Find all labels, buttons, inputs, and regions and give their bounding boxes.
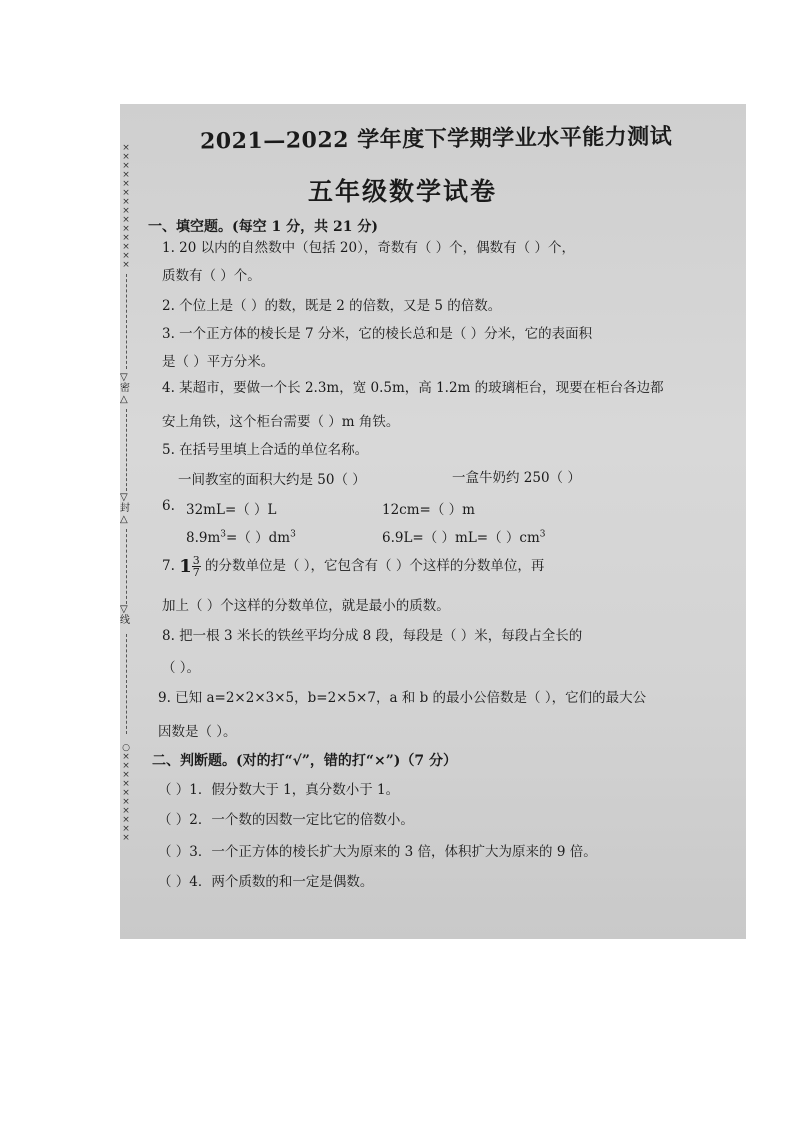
- section-heading-fill-blank: 一、填空题。(每空 1 分，共 21 分): [148, 219, 378, 235]
- binding-dash-line: [126, 274, 127, 369]
- mixed-number-fraction: $\frac{3}{7}$: [192, 554, 200, 579]
- question-6-item-b: 12cm=（ ）m: [382, 502, 475, 518]
- question-4-line-2: 安上角铁，这个柜台需要（ ）m 角铁。: [162, 414, 400, 430]
- question-6-item-c: $8.9m^3=$（ ）$dm^3$: [186, 529, 296, 546]
- question-7-line-1: 7. 1 $\frac{3}{7}$ 的分数单位是（ ），它包含有（ ）个这样的分数单位，再: [162, 554, 545, 579]
- exam-title: 2021—2022 学年度下学期学业水平能力测试: [199, 123, 673, 155]
- judgment-item-3: （ ）3．一个正方体的棱长扩大为原来的 3 倍，体积扩大为原来的 9 倍。: [158, 844, 597, 860]
- question-5: 5. 在括号里填上合适的单位名称。: [162, 442, 369, 458]
- binding-margin: [120, 144, 134, 270]
- question-6-number: 6.: [162, 498, 175, 514]
- section-heading-true-false: 二、判断题。(对的打“√”，错的打“×”)（7 分）: [152, 753, 458, 769]
- margin-feng-mark: ▽ 封 △: [120, 492, 130, 525]
- question-1-line-2: 质数有（ ）个。: [162, 268, 261, 284]
- question-6-item-a: 32mL=（ ）L: [186, 502, 277, 518]
- question-1-line-1: 1. 20 以内的自然数中（包括 20），奇数有（ ）个，偶数有（ ）个，: [162, 240, 575, 256]
- binding-dash-line: [126, 634, 127, 734]
- question-9-line-2: 因数是（ ）。: [158, 724, 237, 740]
- question-4-line-1: 4. 某超市，要做一个长 2.3m，宽 0.5m，高 1.2m 的玻璃柜台，现要在柜台各边都: [162, 380, 664, 396]
- question-5-item-a: 一间教室的面积大约是 50（ ）: [178, 472, 366, 488]
- exam-subtitle: 五年级数学试卷: [308, 177, 498, 206]
- question-7-line-2: 加上（ ）个这样的分数单位，就是最小的质数。: [162, 598, 450, 614]
- mixed-number-whole: 1: [179, 556, 192, 577]
- margin-xian-mark: ▽ 线: [120, 604, 130, 626]
- question-9-line-1: 9. 已知 a=2×2×3×5，b=2×5×7，a 和 b 的最小公倍数是（ ），它们的最大公: [158, 690, 647, 706]
- binding-margin-lower: ○××××××××××: [122, 743, 130, 843]
- judgment-item-1: （ ）1．假分数大于 1，真分数小于 1。: [158, 782, 400, 798]
- question-3-line-1: 3. 一个正方体的棱长是 7 分米，它的棱长总和是（ ）分米，它的表面积: [162, 326, 593, 342]
- question-3-line-2: 是（ ）平方分米。: [162, 354, 275, 370]
- question-8-line-1: 8. 把一根 3 米长的铁丝平均分成 8 段，每段是（ ）米，每段占全长的: [162, 628, 583, 644]
- judgment-item-2: （ ）2．一个数的因数一定比它的倍数小。: [158, 812, 414, 828]
- question-2: 2. 个位上是（ ）的数，既是 2 的倍数，又是 5 的倍数。: [162, 298, 502, 314]
- question-8-line-2: （ ）。: [162, 660, 201, 676]
- margin-x-marks: ××××××××××××××: [122, 143, 130, 270]
- margin-mi-mark: ▽ 密 △: [120, 372, 130, 405]
- binding-dash-line: [126, 529, 127, 604]
- question-6-item-d: 6.9L=（ ）mL=（ ）$cm^3$: [382, 529, 546, 546]
- binding-dash-line: [126, 409, 127, 491]
- scanned-exam-photo: [120, 104, 746, 939]
- judgment-item-4: （ ）4．两个质数的和一定是偶数。: [158, 874, 374, 890]
- question-5-item-b: 一盒牛奶约 250（ ）: [452, 470, 581, 486]
